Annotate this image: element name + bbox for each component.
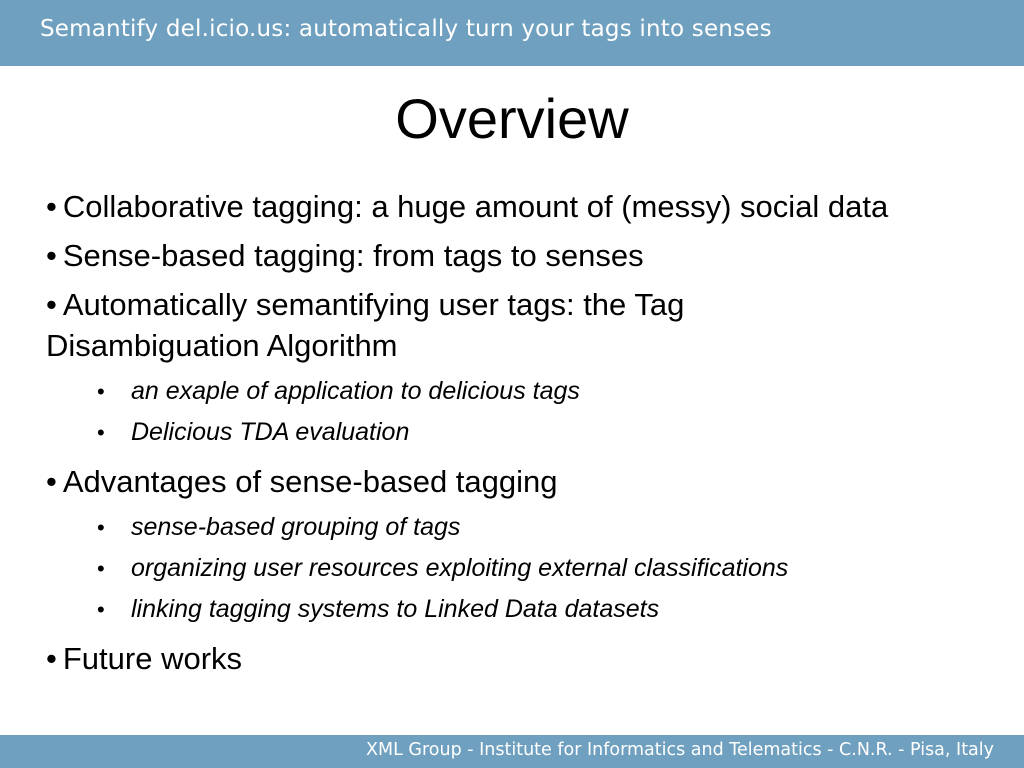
bullet-item <box>46 461 996 502</box>
bullet-text: Automatically semantifying user tags: the Tag Disambiguation Algorithm <box>46 287 685 363</box>
slide-title: Overview <box>395 87 629 150</box>
sub-bullet-item <box>46 507 996 548</box>
sub-bullet-dot: • <box>97 379 105 404</box>
sub-bullet-text: organizing user resources exploiting external classifications <box>131 554 789 582</box>
sub-bullet-dot: • <box>97 515 105 540</box>
footer-bar <box>0 735 1024 768</box>
bullet-list <box>46 186 996 687</box>
bullet-dot: • <box>46 287 57 322</box>
sub-bullet-text: an exaple of application to delicious tags <box>131 377 580 405</box>
sub-bullet-list <box>46 507 996 630</box>
sub-bullet-text: linking tagging systems to Linked Data datasets <box>131 595 660 623</box>
bullet-item <box>46 284 806 366</box>
sub-bullet-text: Delicious TDA evaluation <box>131 418 410 446</box>
sub-bullet-dot: • <box>97 420 105 445</box>
sub-bullet-item <box>46 371 996 412</box>
bullet-item <box>46 638 996 679</box>
sub-bullet-item <box>46 589 996 630</box>
bullet-text: Future works <box>62 641 243 676</box>
bullet-item <box>46 186 996 227</box>
sub-bullet-item <box>46 548 996 589</box>
bullet-text: Collaborative tagging: a huge amount of (messy) social data <box>62 189 889 224</box>
sub-bullet-dot: • <box>97 597 105 622</box>
bullet-dot: • <box>46 238 57 273</box>
bullet-text: Sense-based tagging: from tags to senses <box>62 238 644 273</box>
bullet-dot: • <box>46 189 57 224</box>
bullet-text: Advantages of sense-based tagging <box>62 464 558 499</box>
sub-bullet-item <box>46 412 996 453</box>
sub-bullet-text: sense-based grouping of tags <box>131 513 461 541</box>
sub-bullet-dot: • <box>97 556 105 581</box>
header-bar <box>0 0 1024 66</box>
bullet-item <box>46 235 996 276</box>
footer-text: XML Group - Institute for Informatics and Telematics - C.N.R. - Pisa, Italy <box>366 740 994 760</box>
bullet-dot: • <box>46 464 57 499</box>
header-title: Semantify del.icio.us: automatically turn your tags into senses <box>40 16 772 42</box>
bullet-dot: • <box>46 641 57 676</box>
sub-bullet-list <box>46 371 996 453</box>
